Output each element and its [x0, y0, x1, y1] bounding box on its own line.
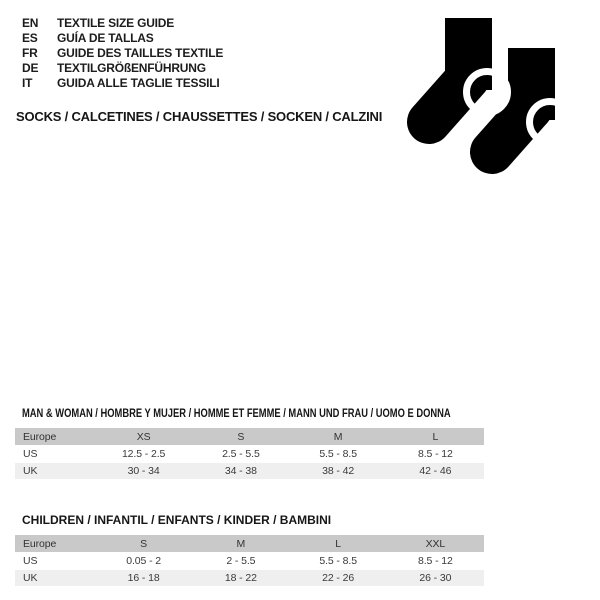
language-code: DE [22, 61, 39, 75]
row-label: UK [23, 572, 38, 584]
column-header-xxl: XXL [425, 537, 446, 550]
language-row-fr [22, 46, 223, 61]
language-label: GUÍA DE TALLAS [57, 31, 154, 45]
size-value: 38 - 42 [322, 465, 355, 477]
column-header-m: M [333, 430, 343, 443]
table-row-us [15, 553, 484, 569]
language-code: FR [22, 46, 38, 60]
size-value: 22 - 26 [322, 572, 355, 584]
size-value: 12.5 - 2.5 [121, 448, 166, 460]
size-value: 2 - 5.5 [226, 555, 256, 567]
size-table-children [15, 514, 484, 586]
size-value: 42 - 46 [419, 465, 452, 477]
size-value: 34 - 38 [224, 465, 257, 477]
language-row-en [22, 16, 223, 31]
size-value: 18 - 22 [224, 572, 257, 584]
column-header-l: L [335, 537, 341, 550]
size-value: 8.5 - 12 [417, 448, 453, 460]
language-code: EN [22, 16, 39, 30]
size-value: 5.5 - 8.5 [319, 555, 357, 567]
table-row-uk [15, 463, 484, 479]
column-header-europe: Europe [23, 430, 57, 443]
size-value: 16 - 18 [127, 572, 160, 584]
row-label: US [23, 448, 38, 460]
language-code: ES [22, 31, 38, 45]
size-value: 2.5 - 5.5 [222, 448, 260, 460]
size-value: 0.05 - 2 [126, 555, 162, 567]
language-label: GUIDA ALLE TAGLIE TESSILI [57, 76, 220, 90]
column-header-s: S [237, 430, 245, 443]
size-value: 5.5 - 8.5 [319, 448, 357, 460]
size-value: 8.5 - 12 [417, 555, 453, 567]
language-code: IT [22, 76, 33, 90]
table-header-row [15, 428, 484, 445]
language-row-de [22, 61, 223, 76]
column-header-l: L [432, 430, 439, 443]
row-label: UK [23, 465, 38, 477]
column-header-xs: XS [136, 430, 151, 443]
table-title-children: CHILDREN / INFANTIL / ENFANTS / KINDER / BAMBINI [22, 513, 332, 527]
language-label: TEXTILGRÖßENFÜHRUNG [57, 61, 206, 75]
column-header-europe: Europe [23, 537, 57, 550]
category-heading: SOCKS / CALCETINES / CHAUSSETTES / SOCKEN / CALZINI [16, 109, 383, 124]
language-label: TEXTILE SIZE GUIDE [57, 16, 175, 30]
table-header-row [15, 535, 484, 552]
language-label: GUIDE DES TAILLES TEXTILE [57, 46, 224, 60]
language-row-it [22, 76, 223, 91]
language-list [22, 16, 223, 91]
column-header-m: M [236, 537, 246, 550]
size-value: 30 - 34 [127, 465, 160, 477]
table-row-us [15, 446, 484, 462]
table-row-uk [15, 570, 484, 586]
column-header-s: S [140, 537, 148, 550]
table-title-adults: MAN & WOMAN / HOMBRE Y MUJER / HOMME ET FEMME / MANN UND FRAU / UOMO E DONNA [22, 406, 451, 420]
socks-icon [405, 10, 580, 180]
row-label: US [23, 555, 38, 567]
language-row-es [22, 31, 223, 46]
size-table-adults [15, 407, 484, 479]
size-value: 26 - 30 [419, 572, 452, 584]
socks-icon-svg [405, 10, 580, 180]
